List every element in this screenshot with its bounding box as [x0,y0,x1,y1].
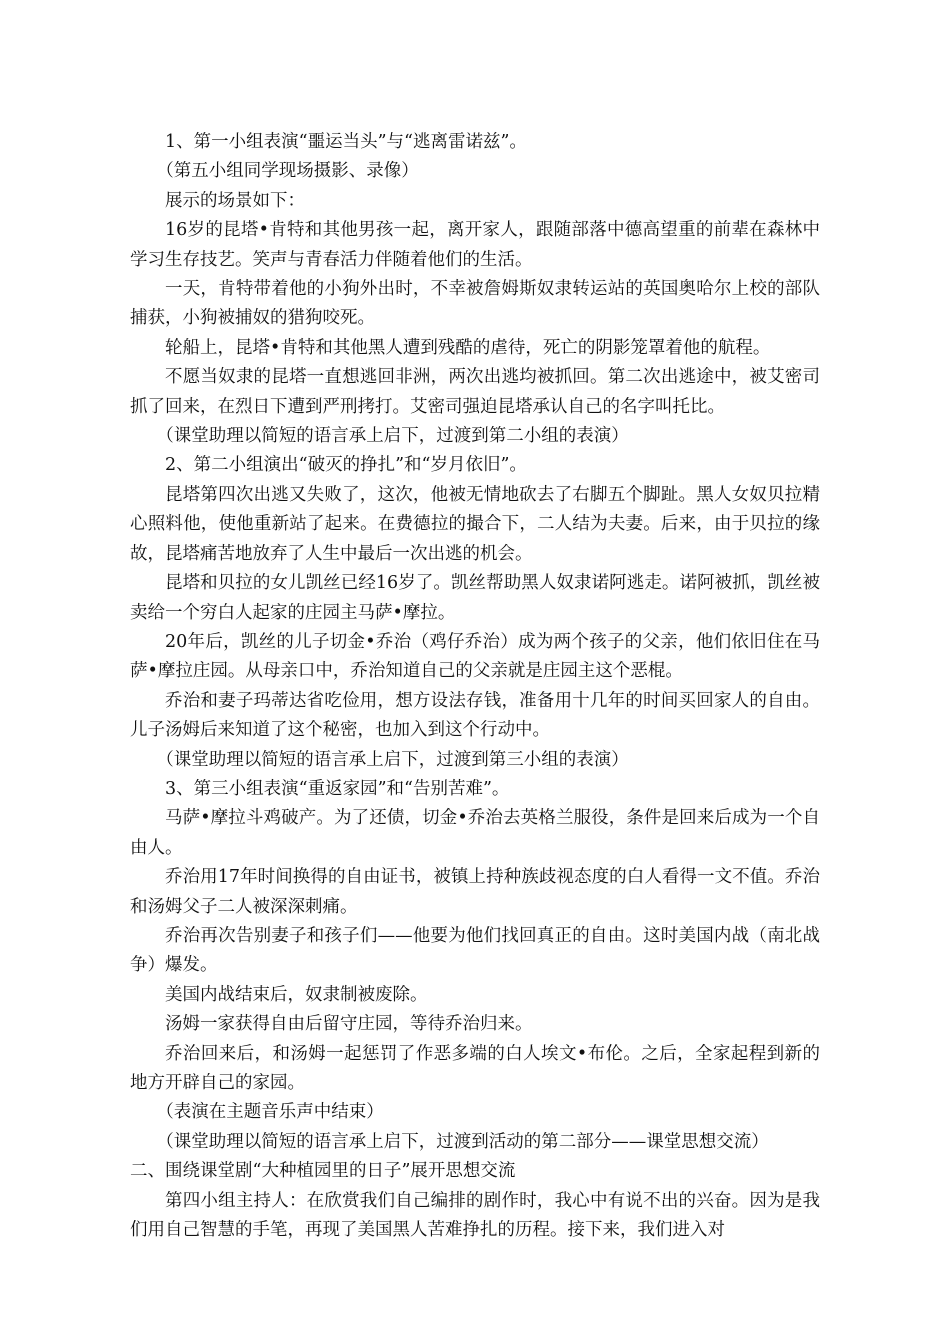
paragraph: 3、第三小组表演“重返家园”和“告别苦难”。 [165,778,510,799]
paragraph: 2、第二小组演出“破灭的挣扎”和“岁月依旧”。 [165,455,527,476]
paragraph: 轮船上，昆塔•肯特和其他黑人遭到残酷的虐待，死亡的阴影笼罩着他的航程。 [165,337,771,358]
paragraph: 美国内战结束后，奴隶制被废除。 [165,984,428,1005]
document-page [130,128,820,1245]
paragraph: 汤姆一家获得自由后留守庄园，等待乔治归来。 [165,1014,533,1035]
paragraph-note: （课堂助理以简短的语言承上启下，过渡到第三小组的表演） [156,749,629,770]
paragraph: 昆塔和贝拉的女儿凯丝已经16岁了。凯丝帮助黑人奴隶诺阿逃走。诺阿被抓，凯丝被卖给一个穷白人起家的庄园主马萨•摩拉。 [130,573,820,623]
paragraph: 乔治再次告别妻子和孩子们——他要为他们找回真正的自由。这时美国内战（南北战争）爆发。 [130,925,820,976]
paragraph: 一天，肯特带着他的小狗外出时，不幸被詹姆斯奴隶转运站的英国奥哈尔上校的部队捕获，小狗被捕奴的猎狗咬死。 [130,279,820,329]
paragraph-note: （课堂助理以简短的语言承上启下，过渡到活动的第二部分——课堂思想交流） [156,1131,769,1152]
paragraph: 第四小组主持人：在欣赏我们自己编排的剧作时，我心中有说不出的兴奋。因为是我们用自己智慧的手笔，再现了美国黑人苦难挣扎的历程。接下来，我们进入对 [130,1190,820,1241]
paragraph: 展示的场景如下： [165,190,305,211]
paragraph: 1、第一小组表演“噩运当头”与“逃离雷诺兹”。 [165,132,527,152]
paragraph: 乔治回来后，和汤姆一起惩罚了作恶多端的白人埃文•布伦。之后，全家起程到新的地方开辟自己的家园。 [130,1043,820,1093]
paragraph: 不愿当奴隶的昆塔一直想逃回非洲，两次出逃均被抓回。第二次出逃途中，被艾密司抓了回来，在烈日下遭到严刑拷打。艾密司强迫昆塔承认自己的名字叫托比。 [130,367,820,417]
paragraph: 20年后，凯丝的儿子切金•乔治（鸡仔乔治）成为两个孩子的父亲，他们依旧住在马萨•摩拉庄园。从母亲口中，乔治知道自己的父亲就是庄园主这个恶棍。 [130,631,820,682]
section-heading: 二、围绕课堂剧“大种植园里的日子”展开思想交流 [130,1161,516,1182]
paragraph: 16岁的昆塔•肯特和其他男孩一起，离开家人，跟随部落中德高望重的前辈在森林中学习生存技艺。笑声与青春活力伴随着他们的生活。 [130,220,820,270]
paragraph: 乔治和妻子玛蒂达省吃俭用，想方设法存钱，准备用十几年的时间买回家人的自由。儿子汤姆后来知道了这个秘密，也加入到这个行动中。 [130,690,820,741]
paragraph: 乔治用17年时间换得的自由证书，被镇上持种族歧视态度的白人看得一文不值。乔治和汤姆父子二人被深深刺痛。 [130,867,820,917]
paragraph-note: （课堂助理以简短的语言承上启下，过渡到第二小组的表演） [156,426,629,447]
paragraph: 马萨•摩拉斗鸡破产。为了还债，切金•乔治去英格兰服役，条件是回来后成为一个自由人。 [130,808,820,858]
paragraph: 昆塔第四次出逃又失败了，这次，他被无情地砍去了右脚五个脚趾。黑人女奴贝拉精心照料他，使他重新站了起来。在费德拉的撮合下，二人结为夫妻。后来，由于贝拉的缘故，昆塔痛苦地放弃了人生中最后一次出逃的机会。 [130,484,820,564]
paragraph-note: （表演在主题音乐声中结束） [156,1102,384,1123]
paragraph-note: （第五小组同学现场摄影、录像） [156,161,419,182]
